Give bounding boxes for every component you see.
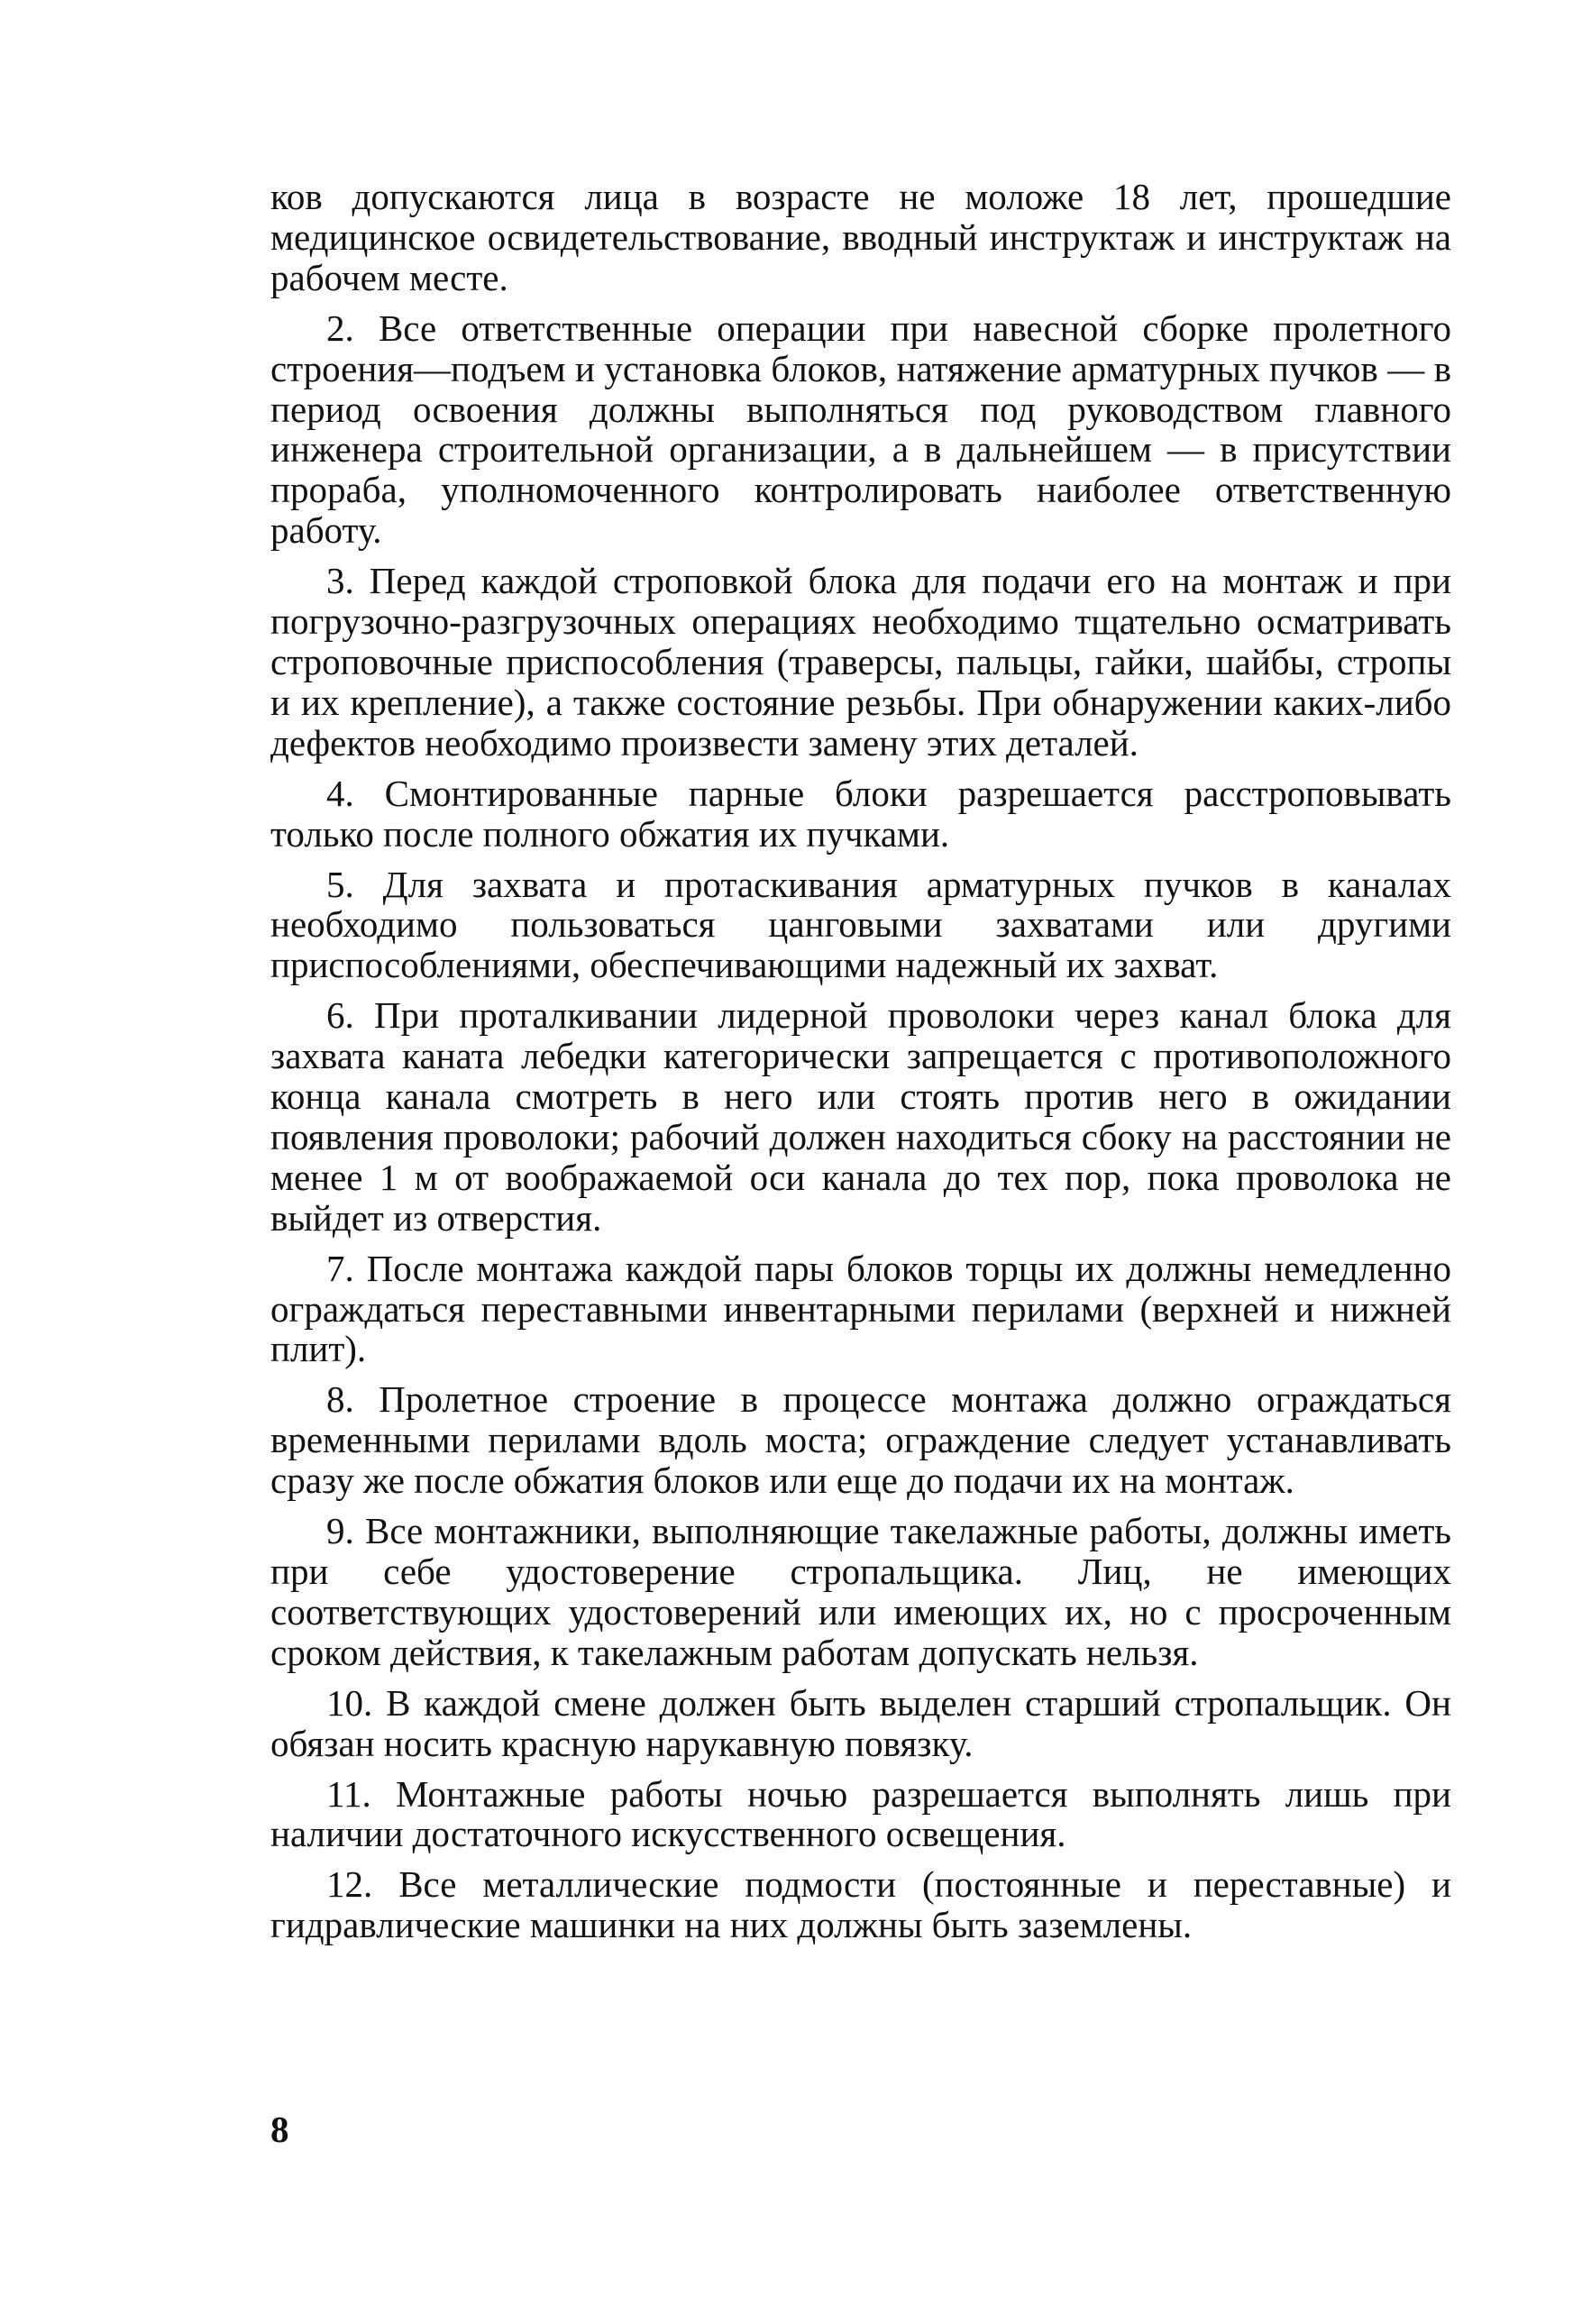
paragraph-item-10: 10. В каждой смене должен быть выделен старший стропальщик. Он обязан носить красную нарукавную повязку. xyxy=(270,1681,1451,1764)
paragraph-item-4: 4. Смонтированные парные блоки разрешается расстроповывать только после полного обжатия их пучками. xyxy=(270,772,1451,855)
paragraph-item-2: 2. Все ответственные операции при навесной сборке пролетного строения—подъем и установка блоков, натяжение арматурных пучков — в период освоения должны выполняться под руководством главного инженера строительной организации, а в дальнейшем — в присутствии прораба, уполномоченного контролировать наиболее ответственную работу. xyxy=(270,307,1451,552)
paragraph-item-12: 12. Все металлические подмости (постоянные и переставные) и гидравлические машинки на них должны быть заземлены. xyxy=(270,1863,1451,1946)
paragraph-item-7: 7. После монтажа каждой пары блоков торцы их должны немедленно ограждаться переставными инвентарными перилами (верхней и нижней плит). xyxy=(270,1247,1451,1370)
page-number: 8 xyxy=(270,2109,289,2150)
paragraph-item-6: 6. При проталкивании лидерной проволоки через канал блока для захвата каната лебедки категорически запрещается с противоположного конца канала смотреть в него или стоять против него в ожидании появления проволоки; рабочий должен находиться сбоку на расстоянии не менее 1 м от воображаемой оси канала до тех пор, пока проволока не выйдет из отверстия. xyxy=(270,994,1451,1239)
paragraph-item-3: 3. Перед каждой строповкой блока для подачи его на монтаж и при погрузочно-разгрузочных операциях необходимо тщательно осматривать строповочные приспособления (траверсы, пальцы, гайки, шайбы, стропы и их крепление), а также состояние резьбы. При обнаружении каких-либо дефектов необходимо произвести замену этих деталей. xyxy=(270,560,1451,764)
paragraph-continuation: ков допускаются лица в возрасте не моложе 18 лет, прошедшие медицинское освидетельствование, вводный инструктаж и инструктаж на рабочем месте. xyxy=(270,176,1451,298)
paragraph-item-9: 9. Все монтажники, выполняющие такелажные работы, должны иметь при себе удостоверение стропальщика. Лиц, не имеющих соответствующих удостоверений или имеющих их, но с просроченным сроком действия, к такелажным работам допускать нельзя. xyxy=(270,1510,1451,1673)
paragraph-item-5: 5. Для захвата и протаскивания арматурных пучков в каналах необходимо пользоваться цанговыми захватами или другими приспособлениями, обеспечивающими надежный их захват. xyxy=(270,863,1451,986)
paragraph-item-11: 11. Монтажные работы ночью разрешается выполнять лишь при наличии достаточного искусственного освещения. xyxy=(270,1772,1451,1855)
body-text xyxy=(270,177,1451,1955)
paragraph-item-8: 8. Пролетное строение в процессе монтажа должно ограждаться временными перилами вдоль моста; ограждение следует устанавливать сразу же после обжатия блоков или еще до подачи их на монтаж. xyxy=(270,1378,1451,1502)
